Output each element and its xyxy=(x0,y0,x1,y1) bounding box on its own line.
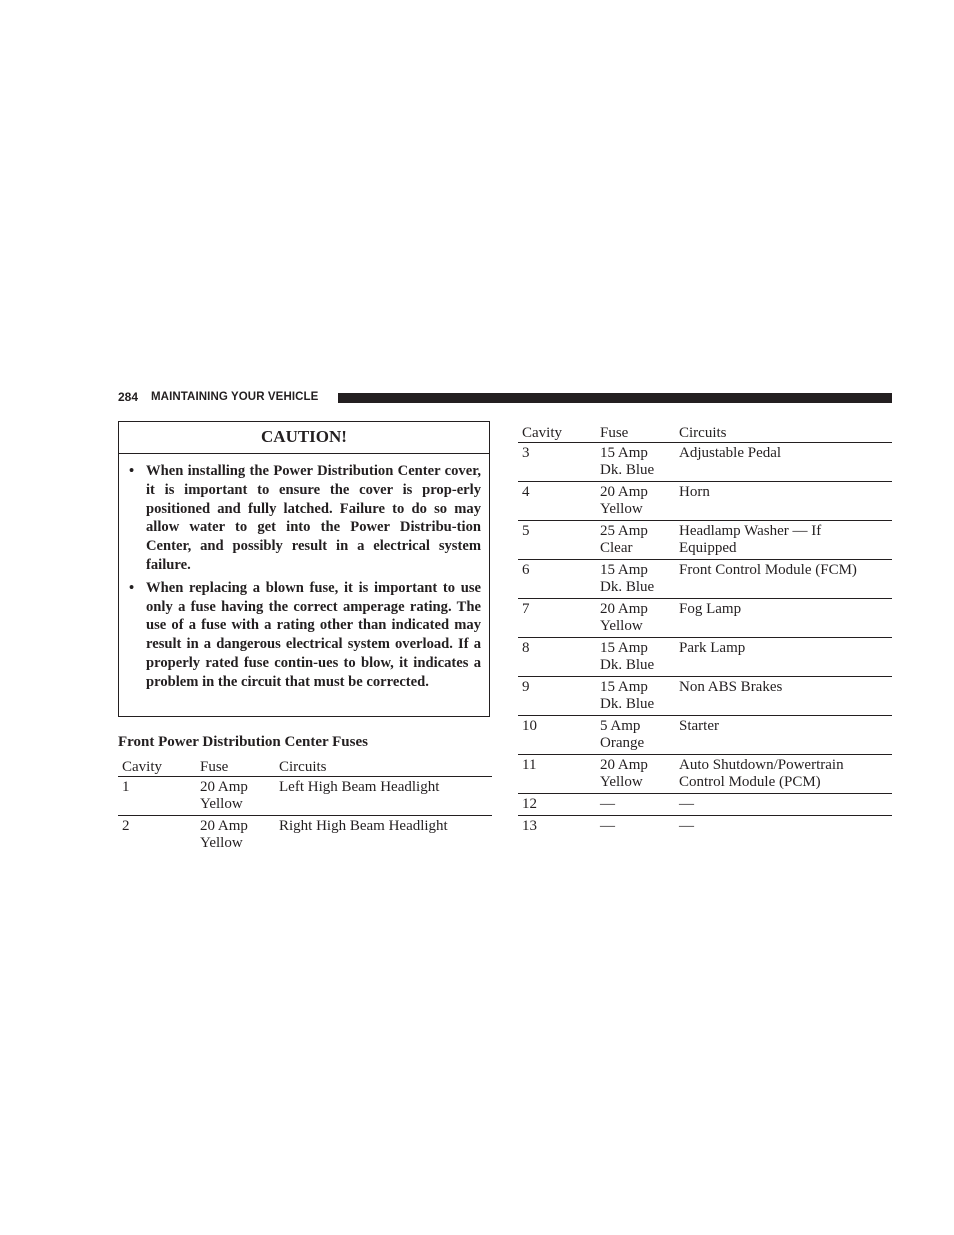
cavity-cavity: 10 xyxy=(522,718,537,734)
fuse-fuse-amp: 20 Amp xyxy=(600,757,648,773)
cavity-cell xyxy=(518,443,596,482)
fuse-fuse-color: Yellow xyxy=(200,835,243,851)
fuse-fuse-amp: 25 Amp xyxy=(600,523,648,539)
table-row xyxy=(118,816,492,855)
circuits-circuit-1: Park Lamp xyxy=(679,640,746,656)
caution-title: CAUTION! xyxy=(119,422,489,454)
circuits-cell xyxy=(675,482,892,521)
cavity-cell xyxy=(518,677,596,716)
cavity-cell xyxy=(518,755,596,794)
circuits-circuit-1: — xyxy=(679,796,694,812)
fuse-fuse-amp: 20 Amp xyxy=(600,601,648,617)
circuits-circuit-1: Horn xyxy=(679,484,710,500)
cavity-cell xyxy=(518,521,596,560)
circuits-circuit-1: Starter xyxy=(679,718,719,734)
bullet-icon: • xyxy=(129,463,135,479)
fuse-fuse-amp: 20 Amp xyxy=(200,779,248,795)
circuits-cell xyxy=(675,816,892,838)
fuse-cell xyxy=(196,816,275,855)
table-row xyxy=(518,716,892,755)
table-row xyxy=(518,599,892,638)
cavity-cell xyxy=(518,794,596,816)
page-header xyxy=(118,390,892,404)
cavity-cavity: 2 xyxy=(122,818,130,834)
table-row xyxy=(518,560,892,599)
cavity-cell xyxy=(518,482,596,521)
header-rule-bar xyxy=(338,393,892,403)
fuse-fuse-amp: 20 Amp xyxy=(600,484,648,500)
table-row xyxy=(518,638,892,677)
column-header-cavity: Cavity xyxy=(518,423,596,443)
bullet-icon: • xyxy=(129,579,135,596)
circuits-circuit-1: Adjustable Pedal xyxy=(679,445,782,461)
circuits-circuit-1: Front Control Module (FCM) xyxy=(679,562,857,578)
fuse-fuse-amp: 15 Amp xyxy=(600,562,648,578)
circuits-circuit-1: — xyxy=(679,818,694,834)
caution-list xyxy=(119,454,489,692)
fuse-table-left xyxy=(118,757,492,854)
fuse-fuse-color: Yellow xyxy=(600,618,643,634)
table-row xyxy=(518,794,892,816)
cavity-cavity: 12 xyxy=(522,796,537,812)
caution-item xyxy=(127,579,481,692)
column-header-circuits: Circuits xyxy=(675,423,892,443)
fuse-fuse-color: Clear xyxy=(600,540,633,556)
cavity-cavity: 9 xyxy=(522,679,530,695)
fuse-fuse-amp: 15 Amp xyxy=(600,445,648,461)
cavity-cavity: 13 xyxy=(522,818,537,834)
fuse-table-right xyxy=(518,423,892,837)
circuits-cell xyxy=(675,560,892,599)
fuse-table-title: Front Power Distribution Center Fuses xyxy=(118,734,368,750)
fuse-fuse-amp: 5 Amp xyxy=(600,718,641,734)
circuits-cell xyxy=(275,816,492,855)
fuse-cell xyxy=(596,638,675,677)
circuits-cell xyxy=(675,755,892,794)
column-header-cavity: Cavity xyxy=(118,757,196,777)
column-header-fuse: Fuse xyxy=(596,423,675,443)
fuse-fuse-color: Yellow xyxy=(600,501,643,517)
fuse-cell xyxy=(596,521,675,560)
cavity-cavity: 8 xyxy=(522,640,530,656)
circuits-cell xyxy=(675,599,892,638)
fuse-fuse-color: Yellow xyxy=(200,796,243,812)
fuse-cell xyxy=(596,560,675,599)
table-row xyxy=(518,816,892,838)
circuits-cell xyxy=(675,716,892,755)
circuits-cell xyxy=(675,521,892,560)
fuse-cell xyxy=(596,755,675,794)
fuse-fuse-color: Dk. Blue xyxy=(600,696,655,712)
fuse-fuse-color: Dk. Blue xyxy=(600,462,655,478)
section-title: MAINTAINING YOUR VEHICLE xyxy=(151,391,319,403)
cavity-cell xyxy=(518,638,596,677)
cavity-cell xyxy=(518,560,596,599)
caution-box xyxy=(118,421,490,717)
fuse-cell xyxy=(596,816,675,838)
circuits-cell xyxy=(675,443,892,482)
circuits-circuit-1: Left High Beam Headlight xyxy=(279,779,440,795)
cavity-cavity: 11 xyxy=(522,757,537,773)
circuits-circuit-1: Auto Shutdown/Powertrain xyxy=(679,757,844,773)
fuse-fuse-color: Orange xyxy=(600,735,645,751)
circuits-circuit-2: Control Module (PCM) xyxy=(679,774,821,790)
table-row xyxy=(518,755,892,794)
circuits-circuit-1: Headlamp Washer — If xyxy=(679,523,822,539)
cavity-cavity: 7 xyxy=(522,601,530,617)
fuse-fuse-amp: — xyxy=(600,818,615,834)
table-row xyxy=(518,677,892,716)
fuse-fuse-amp: 15 Amp xyxy=(600,679,648,695)
column-header-circuits: Circuits xyxy=(275,757,492,777)
circuits-cell xyxy=(275,777,492,816)
table-header-row xyxy=(118,757,492,777)
page-number: 284 xyxy=(118,390,139,404)
caution-item-text: When installing the Power Distribution Center cover, it is important to ensure the cover is prop-erly positioned and fully latched. Failure to do so may allow water to get into the Power Distribu-tion Center, and possibly result in a electrical system failure. xyxy=(146,463,481,573)
fuse-fuse-color: Dk. Blue xyxy=(600,579,655,595)
fuse-fuse-color: Dk. Blue xyxy=(600,657,655,673)
table-header-row xyxy=(518,423,892,443)
fuse-cell xyxy=(596,794,675,816)
table-row xyxy=(118,777,492,816)
fuse-fuse-amp: 20 Amp xyxy=(200,818,248,834)
column-header-fuse: Fuse xyxy=(196,757,275,777)
cavity-cell xyxy=(518,599,596,638)
table-row xyxy=(518,521,892,560)
table-row xyxy=(518,443,892,482)
fuse-fuse-amp: 15 Amp xyxy=(600,640,648,656)
cavity-cavity: 4 xyxy=(522,484,530,500)
fuse-cell xyxy=(596,677,675,716)
cavity-cavity: 6 xyxy=(522,562,530,578)
fuse-cell xyxy=(196,777,275,816)
fuse-cell xyxy=(596,599,675,638)
circuits-circuit-2: Equipped xyxy=(679,540,737,556)
caution-item xyxy=(127,462,481,575)
caution-item-text: When replacing a blown fuse, it is important to use only a fuse having the correct amperage rating. The use of a fuse with a rating other than indicated may result in a dangerous electrical system overload. If a properly rated fuse contin-ues to blow, it indicates a problem in the circuit that must be corrected. xyxy=(146,579,481,690)
cavity-cell xyxy=(518,716,596,755)
circuits-circuit-1: Fog Lamp xyxy=(679,601,742,617)
fuse-fuse-color: Yellow xyxy=(600,774,643,790)
fuse-cell xyxy=(596,482,675,521)
circuits-cell xyxy=(675,677,892,716)
fuse-cell xyxy=(596,716,675,755)
fuse-cell xyxy=(596,443,675,482)
cavity-cell xyxy=(118,816,196,855)
circuits-circuit-1: Right High Beam Headlight xyxy=(279,818,448,834)
fuse-fuse-amp: — xyxy=(600,796,615,812)
cavity-cavity: 3 xyxy=(522,445,530,461)
cavity-cell xyxy=(518,816,596,838)
circuits-cell xyxy=(675,638,892,677)
cavity-cavity: 5 xyxy=(522,523,530,539)
table-row xyxy=(518,482,892,521)
cavity-cavity: 1 xyxy=(122,779,130,795)
cavity-cell xyxy=(118,777,196,816)
circuits-circuit-1: Non ABS Brakes xyxy=(679,679,783,695)
circuits-cell xyxy=(675,794,892,816)
